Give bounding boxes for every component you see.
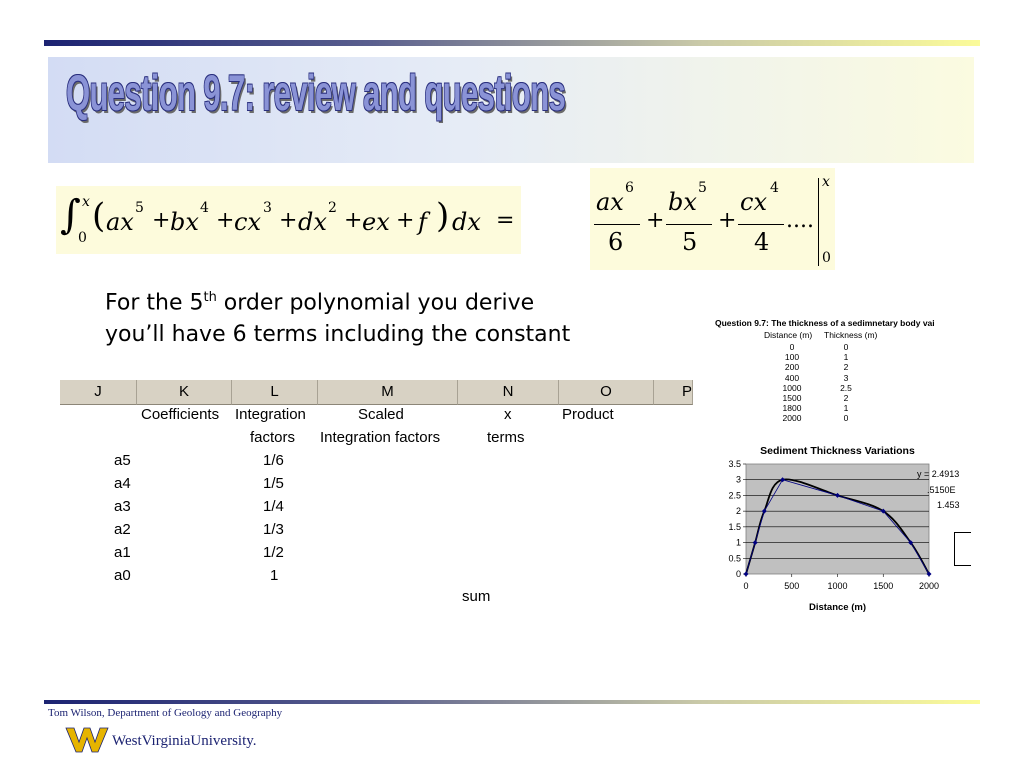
term-ax: ax <box>106 208 134 236</box>
exp-3: 3 <box>263 200 272 216</box>
cell-factor-a3[interactable]: 1/4 <box>263 498 284 515</box>
header-integration-factors[interactable]: Integration factors <box>320 429 441 446</box>
integral-upper-limit: x <box>82 194 90 210</box>
cell-coef-a4[interactable]: a4 <box>114 475 131 492</box>
inset-cell-distance: 2000 <box>782 413 802 424</box>
inset-cell-distance: 1000 <box>782 382 802 393</box>
inset-cell-distance: 200 <box>784 362 800 373</box>
denominator-4: 4 <box>754 228 770 256</box>
denominator-5: 5 <box>682 228 698 256</box>
cell-coef-a5[interactable]: a5 <box>114 452 131 469</box>
header-product[interactable]: Product <box>562 406 614 423</box>
plus: + <box>216 208 235 233</box>
x-tick-label: 2000 <box>918 581 940 591</box>
numerator-exp-4: 4 <box>770 180 779 196</box>
header-scaled[interactable]: Scaled <box>358 406 404 423</box>
column-header-o[interactable]: O <box>559 380 654 405</box>
evaluation-bar <box>818 178 819 266</box>
inset-title: Question 9.7: The thickness of a sedimnetary body vai <box>715 318 935 328</box>
inset-cell-thickness: 1 <box>843 352 849 363</box>
fraction-bar <box>738 224 784 225</box>
y-tick-label: 3 <box>735 474 741 485</box>
exp-5: 5 <box>135 200 144 216</box>
cell-factor-a1[interactable]: 1/2 <box>263 544 284 561</box>
integral-lower-limit: 0 <box>78 230 87 246</box>
fraction-bar <box>666 224 712 225</box>
inset-header-distance: Distance (m) <box>764 330 813 340</box>
y-tick-label: 0.5 <box>728 553 741 564</box>
plus: + <box>396 208 415 233</box>
inset-cell-distance: 1800 <box>782 403 802 414</box>
footer-credit: Tom Wilson, Department of Geology and Geography <box>48 707 283 719</box>
fraction-bar <box>594 224 640 225</box>
numerator-exp-5: 5 <box>698 180 707 196</box>
term-cx: cx <box>234 208 261 236</box>
denominator-6: 6 <box>608 228 624 256</box>
trendline-equation-2: .5150E <box>927 485 956 495</box>
open-paren: ( <box>92 196 106 236</box>
cell-coef-a2[interactable]: a2 <box>114 521 131 538</box>
ellipsis: .... <box>786 208 814 233</box>
plus: + <box>344 208 363 233</box>
legend-box <box>954 532 971 566</box>
integral-sign: ∫ <box>60 192 81 238</box>
x-tick-label: 500 <box>784 581 800 591</box>
body-line-2: you’ll have 6 terms including the constant <box>105 322 571 348</box>
cell-factor-a2[interactable]: 1/3 <box>263 521 284 538</box>
plus: + <box>646 208 665 233</box>
cell-coef-a1[interactable]: a1 <box>114 544 131 561</box>
column-header-l[interactable]: L <box>232 380 318 405</box>
term-dx: dx <box>298 208 327 236</box>
x-axis-label: Distance (m) <box>808 602 867 613</box>
exp-4: 4 <box>200 200 209 216</box>
numerator-cx: cx <box>740 188 767 216</box>
plus: + <box>152 208 171 233</box>
y-tick-label: 3.5 <box>728 459 741 469</box>
body-line-1: For the 5th order polynomial you derive <box>105 290 535 316</box>
inset-cell-thickness: 2.5 <box>840 382 852 393</box>
header-integration[interactable]: Integration <box>235 406 306 423</box>
inset-cell-thickness: 0 <box>843 342 849 352</box>
cell-coef-a0[interactable]: a0 <box>114 567 131 584</box>
integral-equation <box>56 186 521 254</box>
sediment-chart-inset <box>700 312 970 622</box>
header-terms[interactable]: terms <box>487 429 525 446</box>
result-equation <box>590 168 835 270</box>
column-header-m[interactable]: M <box>318 380 458 405</box>
y-tick-label: 2.5 <box>728 490 741 501</box>
wvu-logo <box>64 724 264 754</box>
body-text <box>105 282 570 351</box>
term-f: f <box>418 208 427 236</box>
inset-cell-distance: 0 <box>789 342 795 352</box>
x-tick-label: 0 <box>743 581 749 591</box>
top-accent-bar <box>44 40 980 46</box>
column-header-p[interactable]: P <box>654 380 693 405</box>
spreadsheet <box>60 380 692 610</box>
eval-upper-limit: x <box>822 174 830 190</box>
inset-header-thickness: Thickness (m) <box>824 330 878 340</box>
wv-flying-logo-icon <box>66 728 108 752</box>
eval-lower-limit: 0 <box>822 250 831 266</box>
trendline-equation-1: y = 2.4913 <box>917 469 960 479</box>
inset-cell-thickness: 3 <box>843 372 849 383</box>
header-factors[interactable]: factors <box>250 429 296 446</box>
numerator-ax: ax <box>596 188 624 216</box>
chart-title: Sediment Thickness Variations <box>760 445 915 457</box>
y-tick-label: 0 <box>735 569 741 579</box>
column-header-j[interactable]: J <box>60 380 137 405</box>
cell-sum-label[interactable]: sum <box>462 588 491 605</box>
inset-cell-distance: 400 <box>784 372 800 383</box>
term-dx-differential: dx <box>452 208 481 236</box>
cell-coef-a3[interactable]: a3 <box>114 498 131 515</box>
inset-cell-thickness: 2 <box>843 393 849 403</box>
cell-factor-a4[interactable]: 1/5 <box>263 475 284 492</box>
x-tick-label: 1500 <box>873 581 894 591</box>
slide-title: Question 9.7: review and questions <box>66 65 566 121</box>
trendline-equation-3: 1.453 <box>937 500 960 510</box>
plot-area <box>746 464 929 574</box>
cell-factor-a0[interactable]: 1 <box>270 567 279 584</box>
term-bx: bx <box>170 208 199 236</box>
numerator-bx: bx <box>668 188 697 216</box>
plus: + <box>279 208 298 233</box>
inset-cell-thickness: 1 <box>843 403 849 414</box>
y-tick-label: 1.5 <box>728 521 741 532</box>
logo-text: WestVirginiaUniversity. <box>112 733 257 749</box>
close-paren: ) <box>436 196 450 236</box>
bottom-accent-bar <box>44 700 980 704</box>
inset-cell-thickness: 2 <box>843 362 849 373</box>
header-x[interactable]: x <box>504 406 512 423</box>
chart-svg <box>700 312 970 622</box>
column-header-n[interactable]: N <box>458 380 559 405</box>
y-tick-label: 2 <box>735 506 741 517</box>
inset-cell-distance: 1500 <box>782 393 802 403</box>
inset-cell-distance: 100 <box>784 352 800 363</box>
cell-factor-a5[interactable]: 1/6 <box>263 452 284 469</box>
equals-sign: = <box>496 208 515 233</box>
column-header-k[interactable]: K <box>137 380 232 405</box>
numerator-exp-6: 6 <box>625 180 634 196</box>
x-tick-label: 1000 <box>827 581 848 591</box>
exp-2: 2 <box>328 200 337 216</box>
y-tick-label: 1 <box>735 537 741 548</box>
plus: + <box>718 208 737 233</box>
term-ex: ex <box>362 208 390 236</box>
header-coefficients[interactable]: Coefficients <box>141 406 220 423</box>
inset-cell-thickness: 0 <box>843 413 849 424</box>
